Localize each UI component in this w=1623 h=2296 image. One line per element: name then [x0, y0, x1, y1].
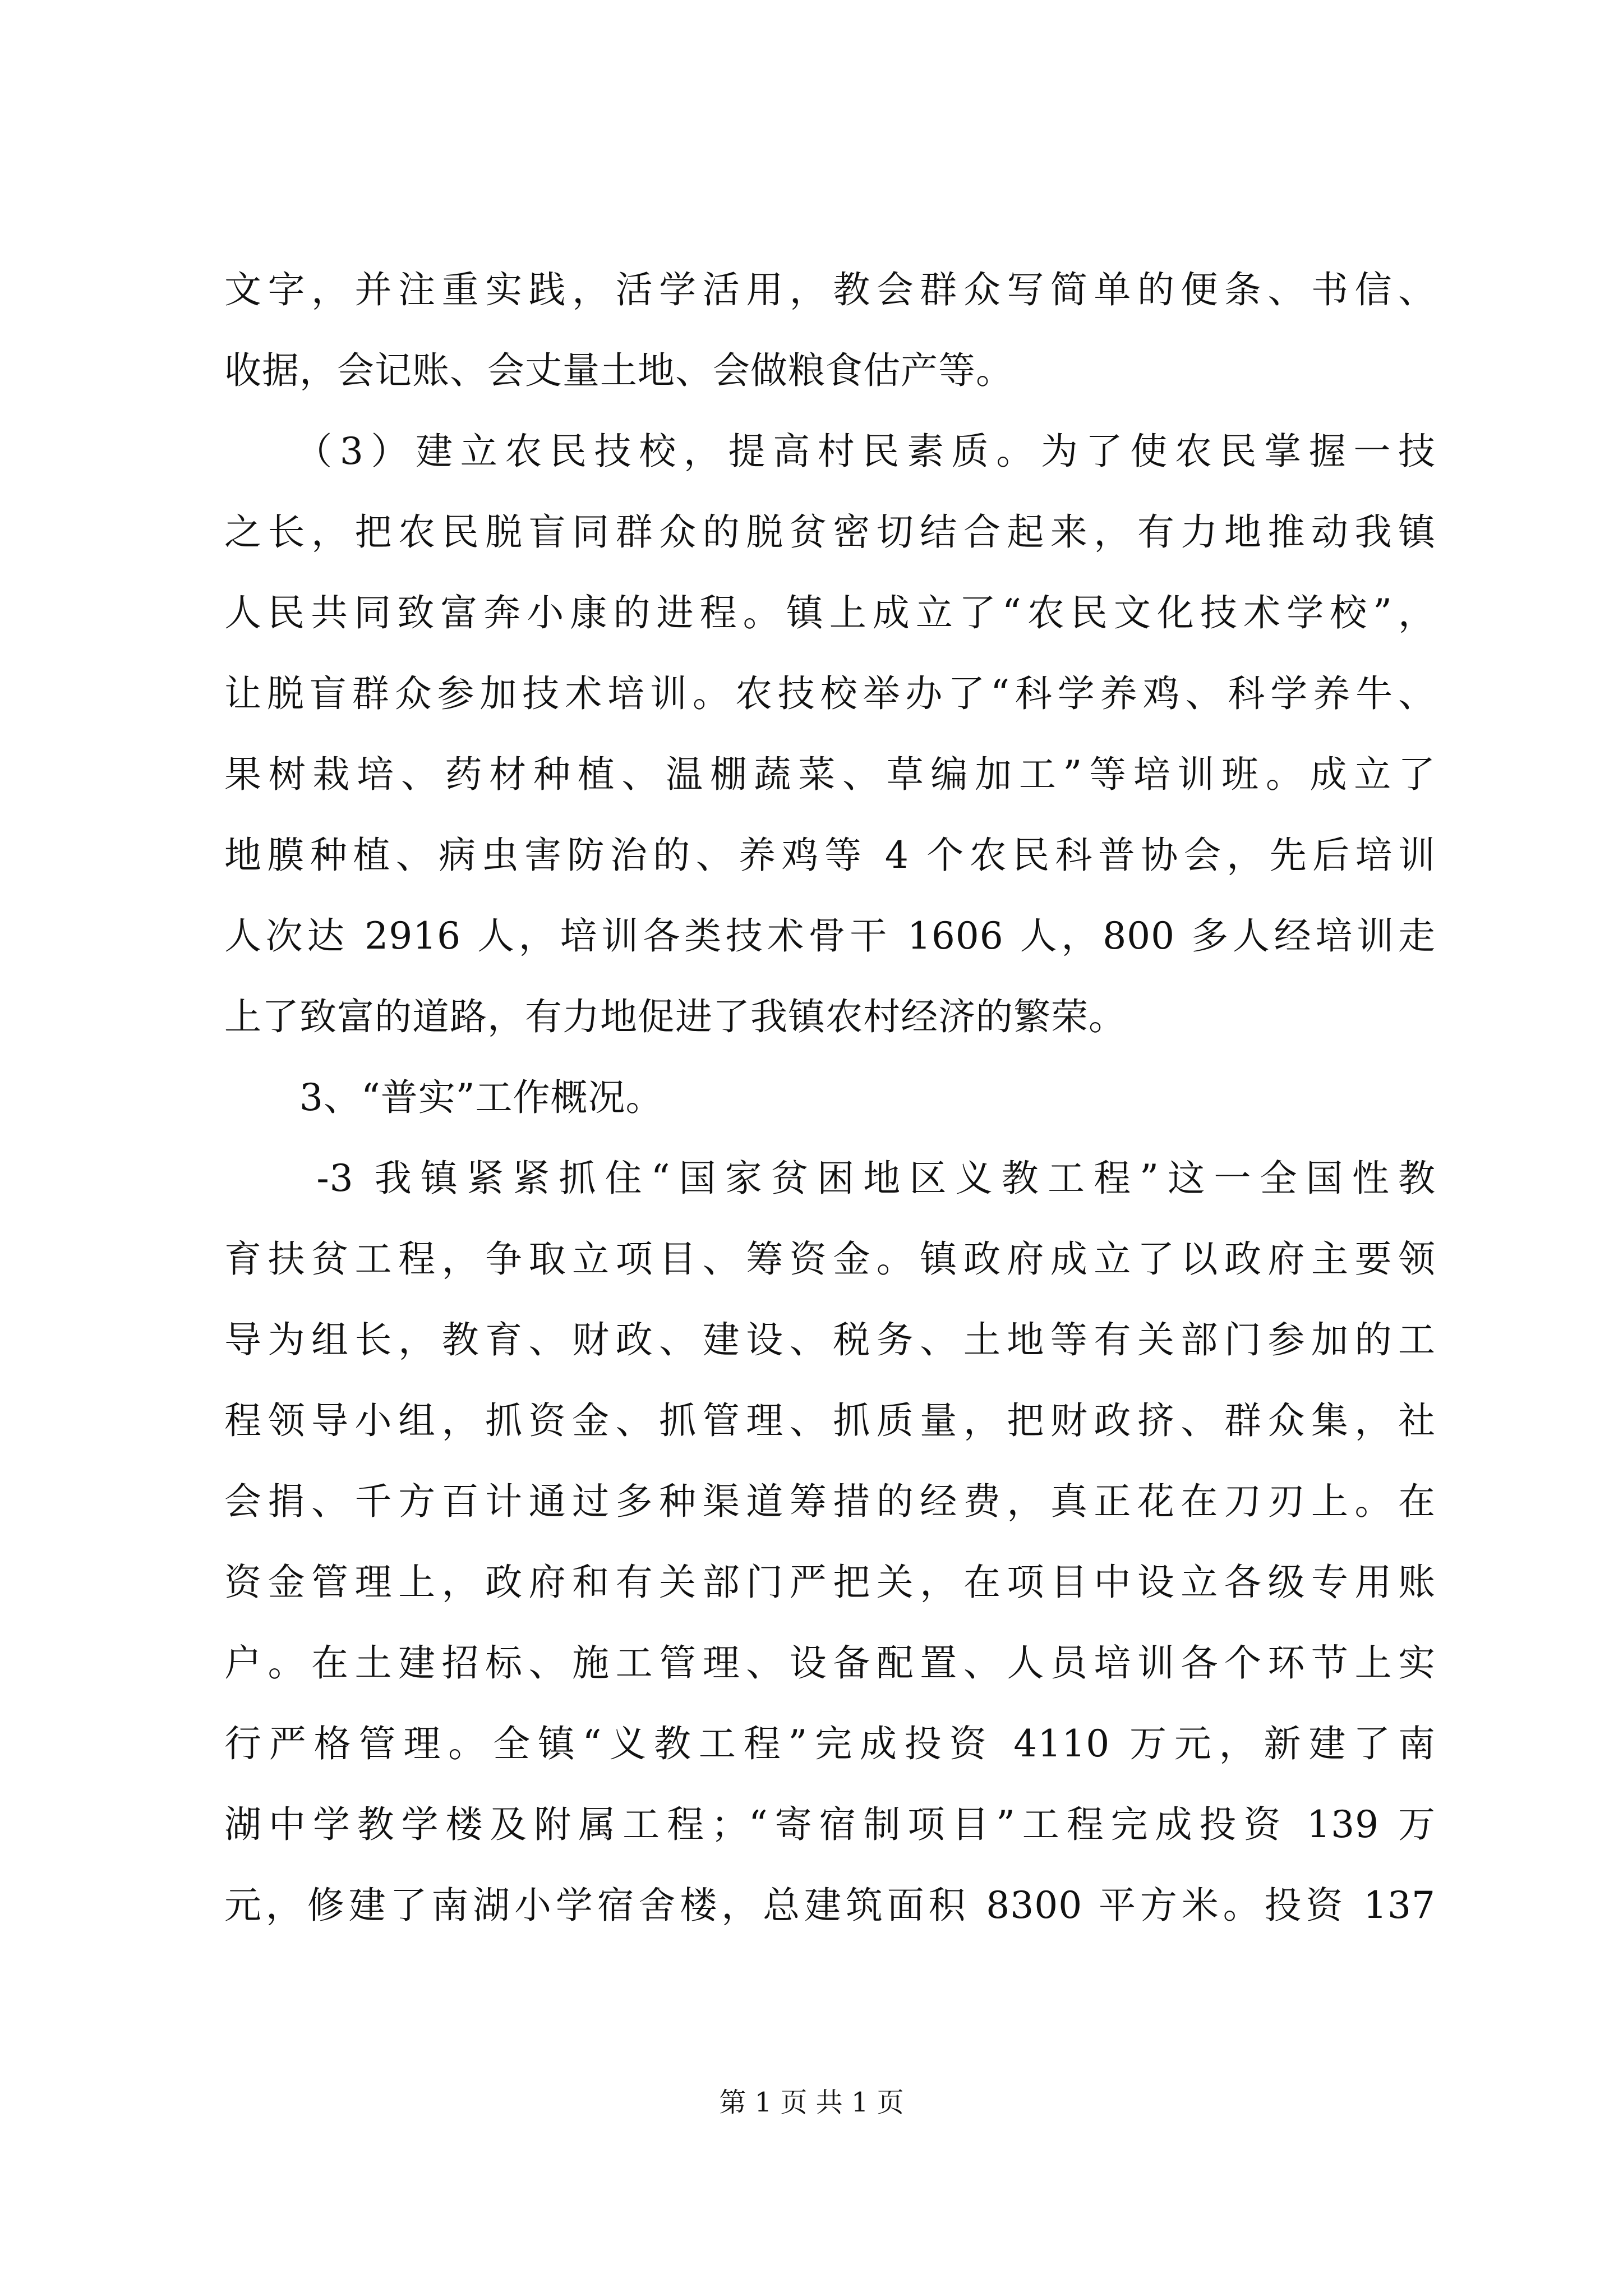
- text-line: 户。在土建招标、施工管理、设备配置、人员培训各个环节上实: [224, 1641, 1436, 1685]
- page-footer: 第 1 页 共 1 页: [719, 2087, 904, 2118]
- text-line: 湖中学教学楼及附属工程；“寄宿制项目”工程完成投资 139 万: [224, 1803, 1436, 1846]
- text-line: （3）建立农民技校，提高村民素质。为了使农民掌握一技: [224, 430, 1436, 473]
- text-line: 行严格管理。全镇“义教工程”完成投资 4110 万元，新建了南: [224, 1722, 1436, 1765]
- text-line: 育扶贫工程，争取立项目、筹资金。镇政府成立了以政府主要领: [224, 1237, 1436, 1281]
- text-line: 会捐、千方百计通过多种渠道筹措的经费，真正花在刀刃上。在: [224, 1480, 1436, 1523]
- text-line: 果树栽培、药材种植、温棚蔬菜、草编加工”等培训班。成立了: [224, 753, 1436, 796]
- text-line: 上了致富的道路，有力地促进了我镇农村经济的繁荣。: [224, 995, 1126, 1038]
- text-line: 地膜种植、病虫害防治的、养鸡等 4 个农民科普协会，先后培训: [224, 834, 1436, 877]
- text-line: 之长，把农民脱盲同群众的脱贫密切结合起来，有力地推动我镇: [224, 510, 1436, 554]
- text-line: 元，修建了南湖小学宿舍楼，总建筑面积 8300 平方米。投资 137: [224, 1884, 1436, 1927]
- text-line: 人次达 2916 人，培训各类技术骨干 1606 人，800 多人经培训走: [224, 914, 1436, 958]
- text-line: 人民共同致富奔小康的进程。镇上成立了“农民文化技术学校”，: [224, 591, 1436, 634]
- text-line: -3 我镇紧紧抓住“国家贫困地区义教工程”这一全国性教: [224, 1157, 1436, 1200]
- document-body: [224, 250, 1436, 1946]
- text-line: 3、“普实”工作概况。: [224, 1076, 663, 1119]
- text-line: 资金管理上，政府和有关部门严把关，在项目中设立各级专用账: [224, 1561, 1436, 1604]
- text-line: 导为组长，教育、财政、建设、税务、土地等有关部门参加的工: [224, 1318, 1436, 1361]
- text-line: 让脱盲群众参加技术培训。农技校举办了“科学养鸡、科学养牛、: [224, 672, 1436, 715]
- text-line: 文字，并注重实践，活学活用，教会群众写简单的便条、书信、: [224, 268, 1436, 311]
- text-line: 收据，会记账、会丈量土地、会做粮食估产等。: [224, 349, 1013, 392]
- text-line: 程领导小组，抓资金、抓管理、抓质量，把财政挤、群众集，社: [224, 1399, 1436, 1442]
